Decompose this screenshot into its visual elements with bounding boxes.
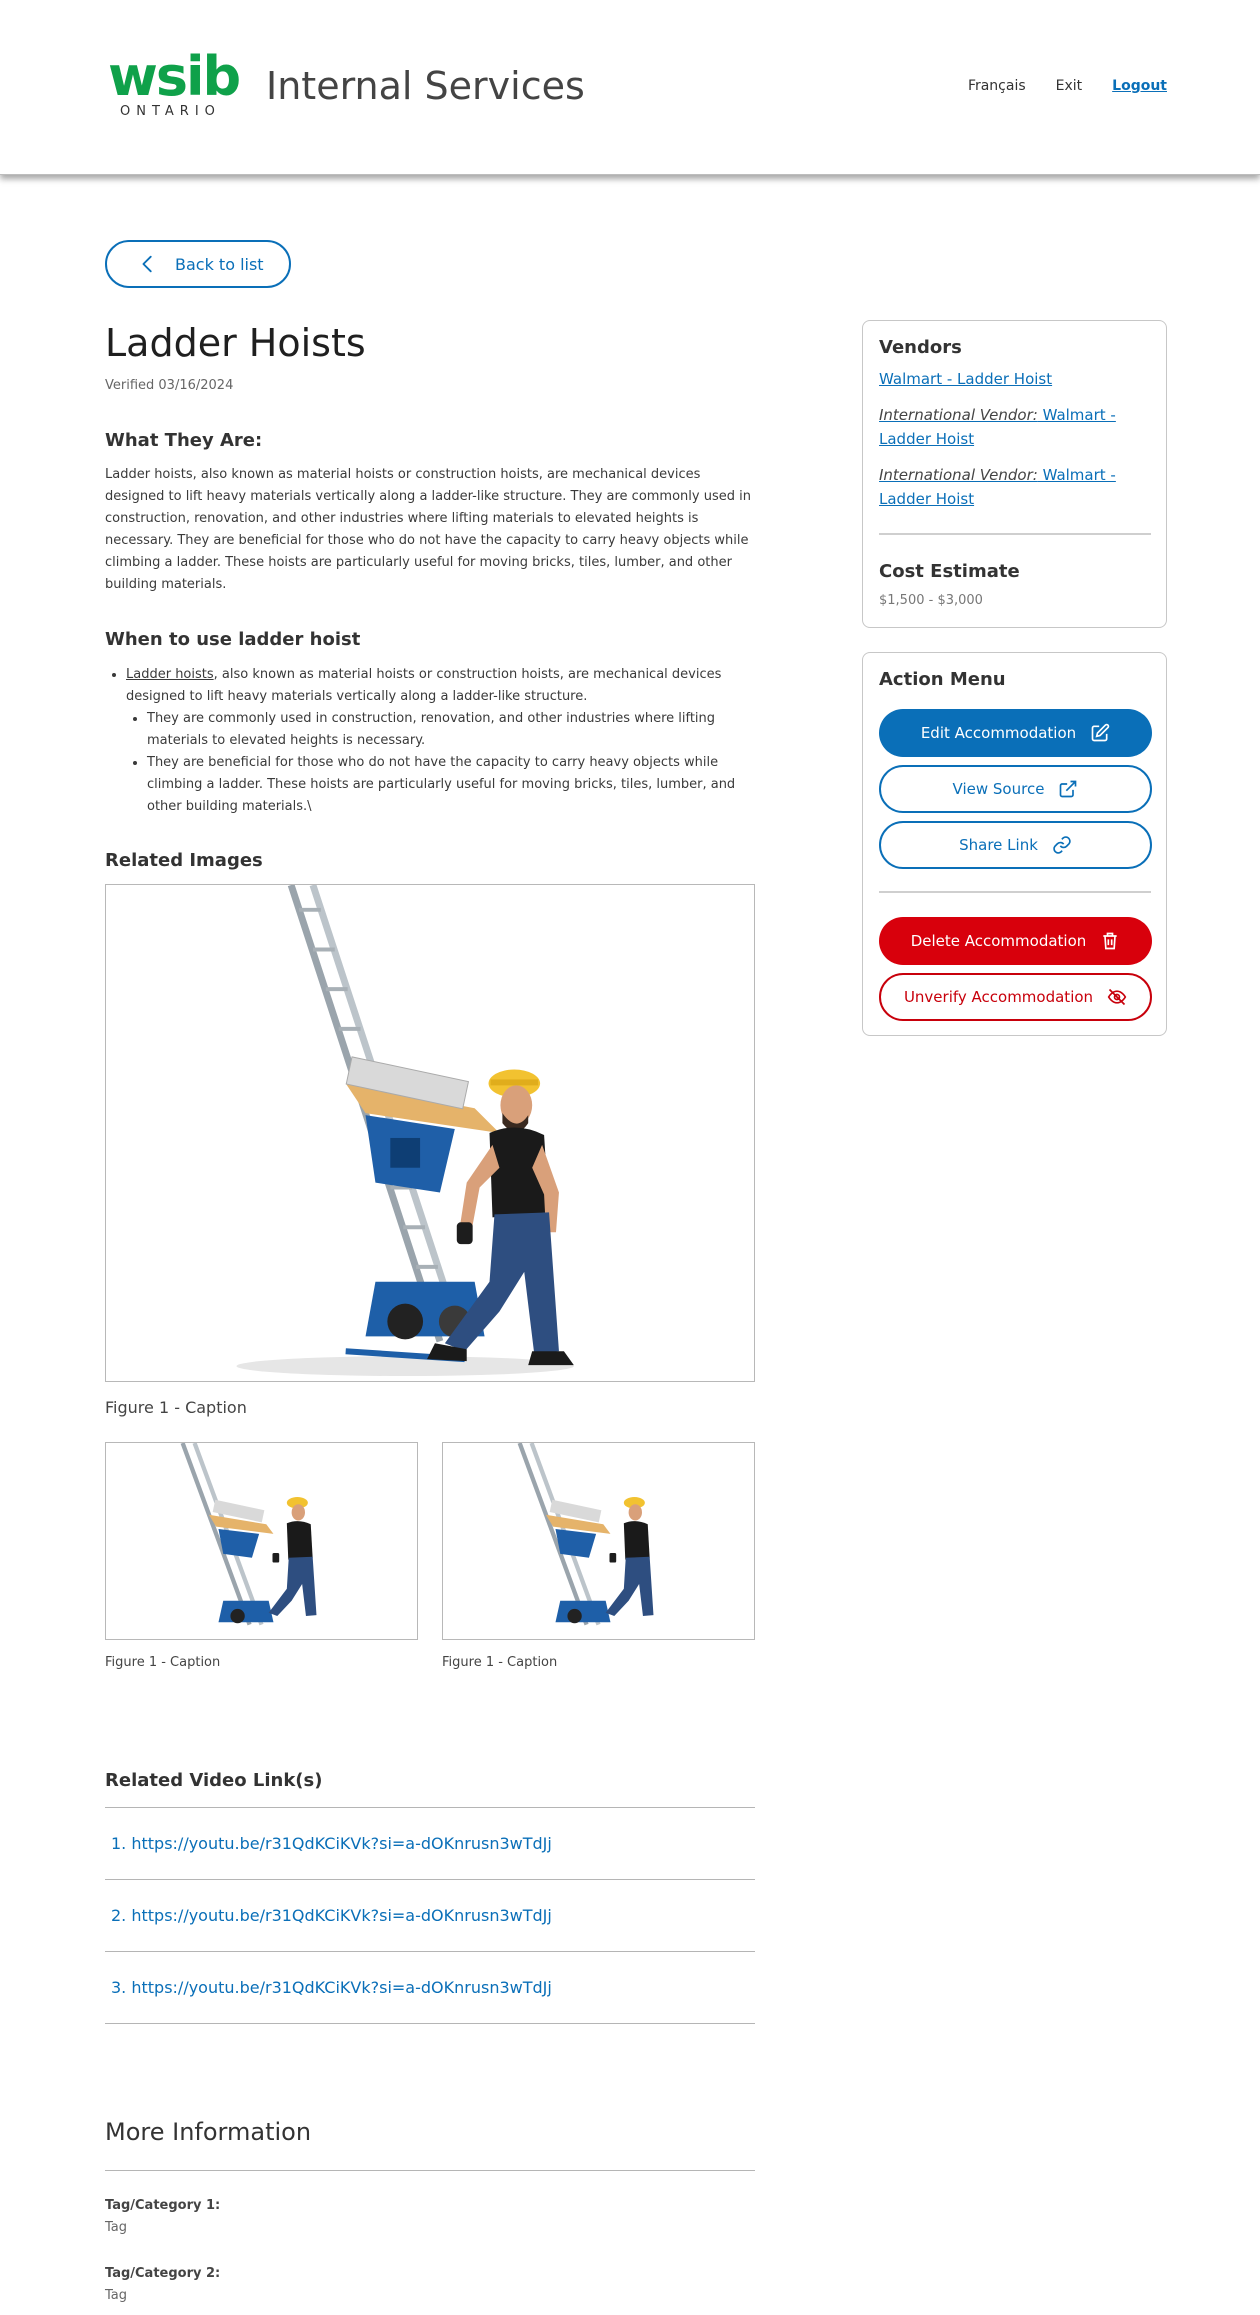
tag-category-value: Tag <box>105 2288 128 2303</box>
exit-link[interactable]: Exit <box>1055 78 1083 94</box>
video-link[interactable]: 2. https://youtu.be/r31QdKCiKVk?si=a-dOKnrusn3wTdJj <box>105 1880 755 1952</box>
list-item-text: , also known as material hoists or construction hoists, are mechanical devices designed to lift heavy materials vertically along a ladder-like structure. <box>126 667 722 704</box>
language-toggle-link[interactable]: Français <box>967 78 1026 94</box>
top-nav <box>968 78 1167 94</box>
tag-category-label: Tag/Category 1: <box>105 2198 221 2213</box>
what-they-are-text: Ladder hoists, also known as material hoists or construction hoists, are mechanical devices designed to lift heavy materials vertically along a ladder-like structure. They are commonly used in construction, renovation, and other industries where lifting materials to elevated heights is necessary. They are beneficial for those who do not have the capacity to carry heavy objects while climbing a ladder. These hoists are particularly useful for moving bricks, tiles, lumber, and other building materials. <box>105 467 751 592</box>
vendor-link[interactable] <box>879 403 1149 451</box>
related-images-heading: Related Images <box>105 850 263 871</box>
eye-off-icon <box>1107 987 1127 1007</box>
vendor-link[interactable] <box>879 367 1149 391</box>
logo-subtitle: ONTARIO <box>120 104 221 119</box>
wsib-logo[interactable] <box>108 45 240 122</box>
vendor-prefix: International Vendor: <box>879 406 1038 424</box>
tag-category-label: Tag/Category 2: <box>105 2266 221 2281</box>
cost-estimate-value: $1,500 - $3,000 <box>879 593 983 608</box>
video-link-list <box>105 1807 755 2024</box>
cost-estimate-heading: Cost Estimate <box>879 561 1020 582</box>
list-item <box>126 664 745 818</box>
video-link[interactable]: 1. https://youtu.be/r31QdKCiKVk?si=a-dOKnrusn3wTdJj <box>105 1808 755 1880</box>
action-menu-heading: Action Menu <box>879 669 1006 690</box>
share-link-label: Share Link <box>959 836 1038 854</box>
thumb-2-caption: Figure 1 - Caption <box>442 1655 558 1670</box>
trash-icon <box>1100 931 1120 951</box>
video-link[interactable]: 3. https://youtu.be/r31QdKCiKVk?si=a-dOKnrusn3wTdJj <box>105 1952 755 2024</box>
vendors-heading: Vendors <box>879 337 962 358</box>
view-source-label: View Source <box>952 780 1045 798</box>
tag-category-value: Tag <box>105 2220 128 2235</box>
when-to-use-list <box>105 664 745 818</box>
vendor-link[interactable] <box>879 463 1149 511</box>
view-source-button[interactable] <box>879 765 1152 813</box>
site-header <box>0 0 1260 175</box>
vendor-link-text: Walmart - Ladder Hoist <box>879 406 1116 448</box>
list-item: • They are beneficial for those who do not have the capacity to carry heavy objects while climbing a ladder. These hoists are particularly useful for moving bricks, tiles, lumber, and other building materials.\ <box>147 752 745 818</box>
vendor-link-text: Walmart - Ladder Hoist <box>879 370 1053 388</box>
ladder-hoists-link[interactable]: Ladder hoists <box>126 667 214 682</box>
related-videos-heading: Related Video Link(s) <box>105 1770 323 1791</box>
logout-link[interactable]: Logout <box>1112 78 1167 94</box>
divider <box>105 2170 755 2171</box>
ladder-hoist-illustration <box>106 885 754 1381</box>
ladder-hoist-thumbnail <box>443 1443 754 1639</box>
action-menu-card <box>862 652 1167 1036</box>
vendor-prefix: International Vendor: <box>879 466 1038 484</box>
page-title: Ladder Hoists <box>105 321 366 365</box>
unverify-accommodation-button[interactable] <box>879 973 1152 1021</box>
ladder-hoist-thumbnail <box>106 1443 417 1639</box>
divider <box>879 891 1151 893</box>
link-icon <box>1052 835 1072 855</box>
when-to-use-heading: When to use ladder hoist <box>105 629 361 650</box>
back-to-list-label: Back to list <box>175 254 264 274</box>
thumb-1-caption: Figure 1 - Caption <box>105 1655 221 1670</box>
logo-wordmark: wsib <box>108 45 240 108</box>
external-link-icon <box>1058 779 1078 799</box>
share-link-button[interactable] <box>879 821 1152 869</box>
related-image-thumb-1[interactable] <box>105 1442 418 1640</box>
what-they-are-heading: What They Are: <box>105 430 263 451</box>
app-title: Internal Services <box>266 64 585 108</box>
unverify-accommodation-label: Unverify Accommodation <box>903 988 1094 1006</box>
delete-accommodation-button[interactable] <box>879 917 1152 965</box>
verified-date: Verified 03/16/2024 <box>105 378 234 393</box>
edit-icon <box>1090 723 1110 743</box>
vendors-card <box>862 320 1167 628</box>
related-image-thumb-2[interactable] <box>442 1442 755 1640</box>
divider <box>879 533 1151 535</box>
edit-accommodation-button[interactable] <box>879 709 1152 757</box>
list-item: • They are commonly used in construction, renovation, and other industries where lifting materials to elevated heights is necessary. <box>147 708 745 752</box>
delete-accommodation-label: Delete Accommodation <box>910 932 1087 950</box>
back-to-list-button[interactable] <box>105 240 291 288</box>
vendor-link-text: Walmart - Ladder Hoist <box>879 466 1116 508</box>
more-information-heading: More Information <box>105 2118 312 2146</box>
chevron-left-icon <box>137 253 159 275</box>
edit-accommodation-label: Edit Accommodation <box>920 724 1077 742</box>
main-image-caption: Figure 1 - Caption <box>105 1398 247 1417</box>
related-image-main[interactable] <box>105 884 755 1382</box>
